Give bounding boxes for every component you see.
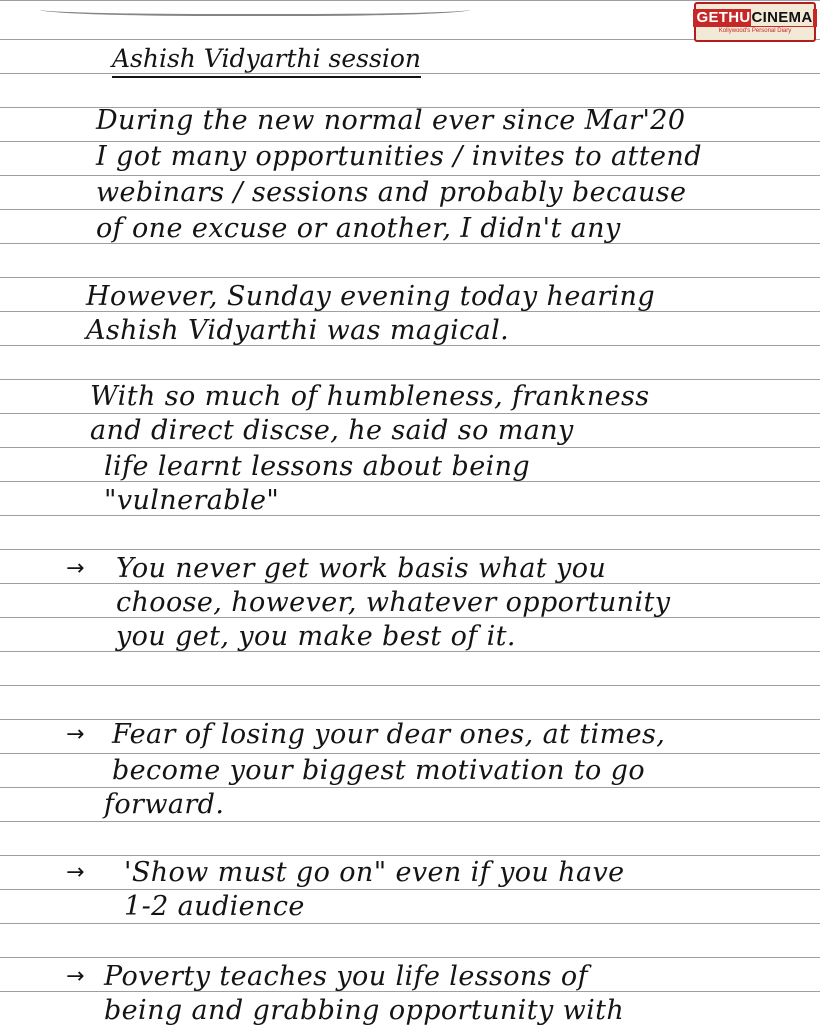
text-line: you get, you make best of it. [116, 621, 516, 652]
text-line: webinars / sessions and probably because [96, 177, 687, 208]
bullet-arrow-icon: → [66, 860, 85, 885]
text-line: forward. [104, 789, 225, 820]
text-line: Poverty teaches you life lessons of [104, 961, 588, 992]
text-line: life learnt lessons about being [104, 451, 531, 482]
text-line: Fear of losing your dear ones, at times, [112, 719, 666, 750]
text-line: choose, however, whatever opportunity [116, 587, 671, 618]
page-title: Ashish Vidyarthi session [112, 42, 421, 78]
text-line: I got many opportunities / invites to attend [96, 141, 702, 172]
bullet-arrow-icon: → [66, 722, 85, 747]
text-line: With so much of humbleness, frankness [90, 381, 650, 412]
bullet-arrow-icon: → [66, 964, 85, 989]
text-line: and direct discse, he said so many [90, 415, 574, 446]
watermark-logo [694, 2, 816, 42]
text-line: 1-2 audience [124, 891, 305, 922]
text-line: of one excuse or another, I didn't any [96, 213, 621, 244]
text-line: However, Sunday evening today hearing [86, 281, 656, 312]
logo-tagline: Kollywood's Personal Diary [718, 27, 792, 34]
text-line: become your biggest motivation to go [112, 755, 645, 786]
logo-brand: GETHUCINEMA [693, 9, 818, 27]
text-line: You never get work basis what you [116, 553, 607, 584]
bullet-arrow-icon: → [66, 556, 85, 581]
text-line: 'Show must go on" even if you have [124, 857, 625, 888]
text-line: Ashish Vidyarthi was magical. [86, 315, 510, 346]
text-line: being and grabbing opportunity with [104, 995, 625, 1026]
text-line: During the new normal ever since Mar'20 [96, 105, 686, 136]
top-scribble [40, 0, 470, 16]
text-line: "vulnerable" [104, 485, 280, 516]
